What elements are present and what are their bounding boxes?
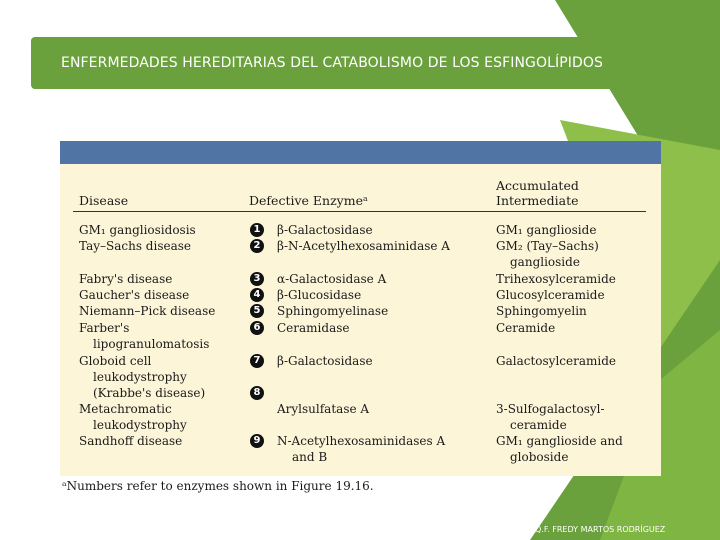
enzyme-name: β-Glucosidase xyxy=(277,288,362,302)
intermediate-row: GM₂ (Tay–Sachs) xyxy=(496,239,599,253)
disease-row: Globoid cell xyxy=(79,354,152,368)
enzyme-number-badge: 6 xyxy=(250,321,264,335)
table-header-bar xyxy=(60,141,661,164)
disease-row: Farber's xyxy=(79,321,130,335)
disease-row: lipogranulomatosis xyxy=(93,337,210,351)
enzyme-name: β-Galactosidase xyxy=(277,223,373,237)
intermediate-row: globoside xyxy=(510,450,569,464)
enzyme-name: β-N-Acetylhexosaminidase A xyxy=(277,239,450,253)
disease-row: GM₁ gangliosidosis xyxy=(79,223,196,237)
header-intermediate-line1: Accumulated xyxy=(496,178,579,193)
intermediate-row: Glucosylceramide xyxy=(496,288,605,302)
enzyme-number-badge: 9 xyxy=(250,434,264,448)
header-rule xyxy=(73,211,646,212)
table-footnote: ᵃNumbers refer to enzymes shown in Figure 19.16. xyxy=(62,479,374,493)
enzyme-number-badge: 7 xyxy=(250,354,264,368)
intermediate-row: Ceramide xyxy=(496,321,556,335)
enzyme-number-badge: 3 xyxy=(250,272,264,286)
header-disease: Disease xyxy=(79,193,129,208)
enzyme-name: N-Acetylhexosaminidases A xyxy=(277,434,446,448)
disease-row: Sandhoff disease xyxy=(79,434,183,448)
slide-title: ENFERMEDADES HEREDITARIAS DEL CATABOLISMO DE LOS ESFINGOLÍPIDOS xyxy=(31,37,684,89)
intermediate-row: ganglioside xyxy=(510,255,580,269)
enzyme-name: Arylsulfatase A xyxy=(277,402,370,416)
disease-row: Gaucher's disease xyxy=(79,288,190,302)
enzyme-name: and B xyxy=(292,450,328,464)
author-credit: Q.F. FREDY MARTOS RODRÍGUEZ xyxy=(535,525,666,534)
intermediate-row: GM₁ ganglioside and xyxy=(496,434,623,448)
enzyme-number-badge: 8 xyxy=(250,386,264,400)
disease-row: Tay–Sachs disease xyxy=(79,239,191,253)
enzyme-number-badge: 5 xyxy=(250,304,264,318)
disease-row: leukodystrophy xyxy=(93,418,187,432)
intermediate-row: Trihexosylceramide xyxy=(496,272,616,286)
disease-row: leukodystrophy xyxy=(93,370,187,384)
enzyme-number-badge: 4 xyxy=(250,288,264,302)
header-intermediate-line2: Intermediate xyxy=(496,193,579,208)
header-enzyme: Defective Enzymeᵃ xyxy=(249,193,368,208)
disease-row: Metachromatic xyxy=(79,402,172,416)
intermediate-row: ceramide xyxy=(510,418,567,432)
disease-row: (Krabbe's disease) xyxy=(93,386,206,400)
enzyme-name: Ceramidase xyxy=(277,321,350,335)
disease-row: Niemann–Pick disease xyxy=(79,304,216,318)
enzyme-number-badge: 2 xyxy=(250,239,264,253)
intermediate-row: Sphingomyelin xyxy=(496,304,587,318)
intermediate-row: GM₁ ganglioside xyxy=(496,223,597,237)
enzyme-name: Sphingomyelinase xyxy=(277,304,389,318)
enzyme-name: α-Galactosidase A xyxy=(277,272,387,286)
intermediate-row: Galactosylceramide xyxy=(496,354,616,368)
disease-row: Fabry's disease xyxy=(79,272,173,286)
intermediate-row: 3-Sulfogalactosyl- xyxy=(496,402,605,416)
enzyme-name: β-Galactosidase xyxy=(277,354,373,368)
enzyme-number-badge: 1 xyxy=(250,223,264,237)
